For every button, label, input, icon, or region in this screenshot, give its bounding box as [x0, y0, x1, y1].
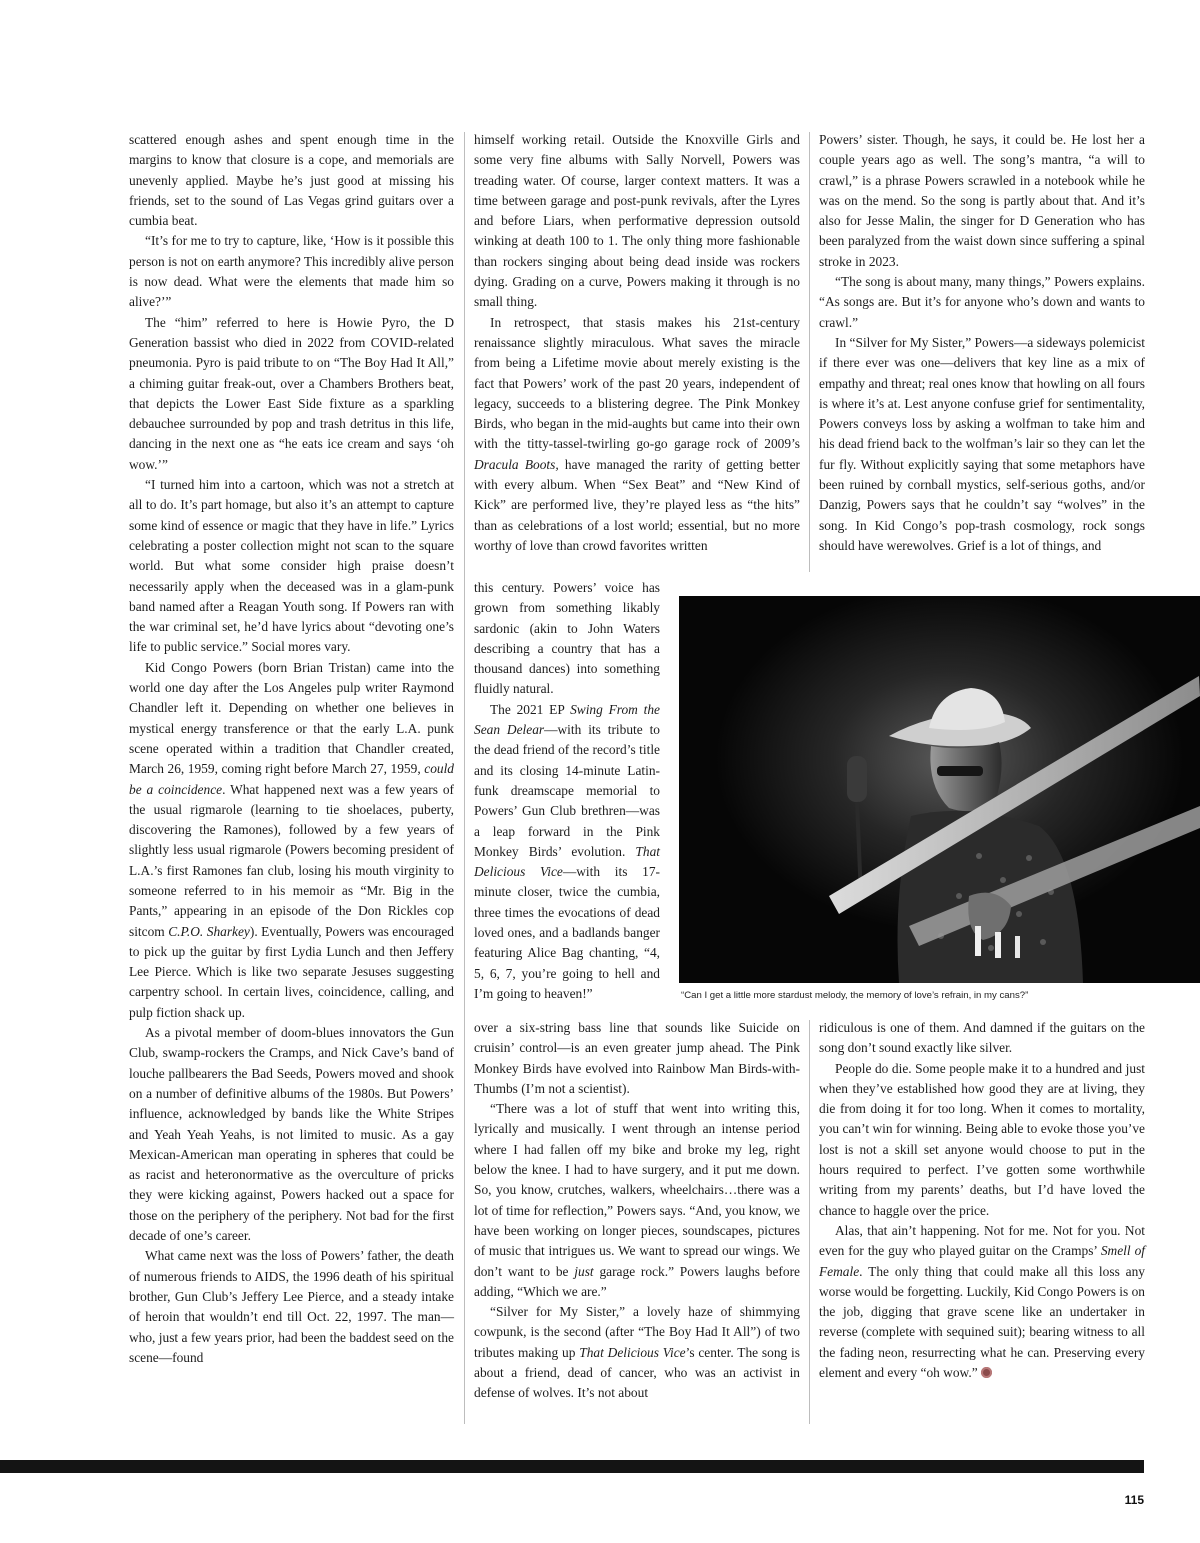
- paragraph: [474, 1302, 800, 1403]
- paragraph: “The song is about many, many things,” Powers explains. “As songs are. But it’s for anyone who’s down and wants to crawl.”: [819, 274, 1145, 330]
- photo-illustration: [679, 596, 1200, 983]
- paragraph: scattered enough ashes and spent enough time in the margins to know that closure is a cope, and memorials are unevenly applied. Maybe he’s just good at missing his friends, set to the sound of Las Vegas grind guitars over a cumbia beat.: [129, 132, 454, 229]
- microphone: [847, 756, 867, 802]
- paragraph: [474, 1099, 800, 1302]
- footer-bar: [0, 1460, 1144, 1473]
- paragraph: [129, 658, 454, 1023]
- text-run: The 2021 EP: [490, 701, 565, 717]
- paragraph: What came next was the loss of Powers’ father, the death of numerous friends to AIDS, the 1996 death of his spiritual brother, Gun Club’s Jeffery Lee Pierce, and a steady intake of heroin that wouldn’t end till Oct. 22, 1997. The man—who, just a few years prior, had been the baddest seed on the scene—found: [129, 1248, 454, 1365]
- paragraph: this century. Powers’ voice has grown from something likably sardonic (akin to John Waters describing a country that has a thousand dances) into something fluidly natural.: [474, 580, 660, 697]
- paragraph: himself working retail. Outside the Knoxville Girls and some very fine albums with Sally Norvell, Powers was treading water. Of course, larger context matters. It was a time between garage and post-punk revivals, after the Lyres and before Liars, when performative depression outsold winking at death 100 to 1. The only thing more fashionable than rockers singing about being dead inside was rockers dying. Grading on a curve, Powers making it through is no small thing.: [474, 132, 800, 310]
- article-column-1: [129, 130, 454, 1368]
- article-column-3-top: [819, 130, 1145, 556]
- end-mark-icon: [981, 1367, 992, 1378]
- article-column-3-bottom: [819, 1018, 1145, 1383]
- text-run: ’s center. The song is about a friend, dead of cancer, who was an activist in defense of wolves. It’s not about: [474, 1344, 800, 1401]
- italic-text: just: [574, 1263, 594, 1279]
- highlight: [975, 926, 981, 956]
- text-run: garage rock.” Powers laughs before adding, “Which we are.”: [474, 1263, 800, 1299]
- text-run: “Silver for My Sister,” a lovely haze of shimmying cowpunk, is the second (after “The Boy Had It All”) of two tributes making up: [474, 1304, 800, 1360]
- photo-caption: “Can I get a little more stardust melody, the memory of love’s refrain, in my cans?”: [681, 990, 1029, 1001]
- italic-title: That Delicious Vice: [474, 843, 660, 880]
- italic-title: Smell of Female: [819, 1243, 1145, 1279]
- paragraph: The “him” referred to here is Howie Pyro, the D Generation bassist who died in 2022 from COVID-related pneumonia. Pyro is paid tribute to on “The Boy Had It All,” a chiming guitar freak-out, over a Chambers Brothers beat, that depicts the Lower East Side fixture as a sparkling debauchee surrounded by pop and trash detritus in this life, dancing in the next one as “he eats ice cream and says ‘oh wow.’”: [129, 314, 454, 472]
- paragraph: ridiculous is one of them. And damned if the guitars on the song don’t sound exactly like silver.: [819, 1020, 1145, 1056]
- paragraph: In “Silver for My Sister,” Powers—a sideways polemicist if there ever was one—delivers that key line as a mix of empathy and threat; real ones know that howling on all fours is where it’s at. Lest anyone confuse grief for sentimentality, Powers conveys loss by asking a wolfman to take him and his dead friend back to the wolfman’s lair so they can let the fur fly. Without explicitly saying that some metaphors have been ruined by cornball mystics, self-serious goths, and/or Danzig, Powers says that he couldn’t say “wolves” in the song. In Kid Congo’s pop-trash cosmology, rock songs should have werewolves. Grief is a lot of things, and: [819, 334, 1145, 553]
- article-column-2-bottom: [474, 1018, 800, 1404]
- text-run: “There was a lot of stuff that went into writing this, lyrically and musically. I went through an intense period where I had fallen off my bike and broke my leg, right below the knee. I had to have surgery, and it put me down. So, you know, crutches, walkers, wheelchairs…there was a lot of time for reflection,” Powers says. “And, you know, we have been working on longer pieces, soundscapes, pictures of music that intrigues us. We want to spread our wings. We don’t want to be: [474, 1101, 800, 1279]
- paragraph: As a pivotal member of doom-blues innovators the Gun Club, swamp-rockers the Cramps, and Nick Cave’s band of louche pallbearers the Bad Seeds, Powers moved and shook on a number of definitive albums of the 1980s. But Powers’ influence, acknowledged by bands like the White Stripes and Yeah Yeah Yeahs, is not limited to music. As a gay Mexican-American man operating in spheres that could be as racist and heteronormative as the overculture of pricks they were kicking against, Powers hacked out a space for those on the periphery of the periphery. Not bad for the first decade of one’s career.: [129, 1025, 454, 1244]
- paragraph: “It’s for me to try to capture, like, ‘How is it possible this person is not on earth anymore? This incredibly alive person is now dead. What were the elements that made him so alive?’”: [129, 233, 454, 310]
- text-run: Alas, that ain’t happening. Not for me. Not for you. Not even for the guy who played guitar on the Cramps’: [819, 1222, 1145, 1259]
- italic-title: That Delicious Vice: [579, 1344, 686, 1360]
- italic-title: Dracula Boots,: [474, 456, 559, 472]
- highlight: [1015, 936, 1020, 958]
- text-run: have managed the rarity of getting better with every album. When “Sex Beat” and “New Kind of Kick” are performed live, they’re played less as “the hits” than as celebrations of a lost world; essential, but no more worthy of love than crowd favorites written: [474, 456, 800, 553]
- column-divider: [809, 1020, 810, 1424]
- text-run: . What happened next was a few years of the usual rigmarole (learning to tie shoelaces, puberty, discovering the Ramones), followed by a few years of slightly less usual rigmarole (Powers becoming president of L.A.’s first Ramones fan club, losing his mouth virginity to someone referred to in his memoir as “Mr. Big in the Pants,” appearing in an episode of the Don Rickles cop sitcom: [129, 781, 454, 939]
- glasses: [937, 766, 983, 776]
- highlight: [995, 932, 1001, 958]
- article-column-2-top: [474, 130, 800, 556]
- paragraph: Powers’ sister. Though, he says, it could be. He lost her a couple years ago as well. The song’s mantra, “a will to crawl,” is a phrase Powers scrawled in a notebook while he was on the mend. So the song is partly about that. And it’s also for Jesse Malin, the singer for D Generation who has been paralyzed from the waist down since suffering a spinal stroke in 2023.: [819, 132, 1145, 269]
- column-divider: [809, 132, 810, 572]
- column-divider: [464, 132, 465, 1424]
- text-run: In retrospect, that stasis makes his 21st-century renaissance slightly miraculous. What saves the miracle from being a Lifetime movie about merely existing is the fact that Powers’ work of the past 20 years, independent of legacy, succeeds to a blistering degree. The Pink Monkey Birds, who began in the mid-aughts but came into their own with the titty-tassel-twirling go-go garage rock of 2009’s: [474, 314, 800, 452]
- paragraph: People do die. Some people make it to a hundred and just when they’ve established how good they are at living, they die from doing it for too long. When it comes to mortality, you can’t win for winning. Being able to evoke those you’ve lost is not a skill set anyone would choose to put in the hours required to perfect. I’ve gotten some worthwhile writing from my parents’ deaths, but I’d have loved the chance to haggle over the price.: [819, 1060, 1145, 1218]
- musician-photo: [679, 596, 1200, 983]
- paragraph: [474, 313, 800, 557]
- italic-title: Swing From the Sean Delear: [474, 701, 660, 738]
- paragraph: over a six-string bass line that sounds like Suicide on cruisin’ control—is an even greater jump ahead. The Pink Monkey Birds have evolved into Rainbow Man Birds-with-Thumbs (I’m not a scientist).: [474, 1020, 800, 1096]
- article-column-2-narrow: [474, 578, 660, 1004]
- italic-title: C.P.O. Sharkey: [168, 923, 250, 939]
- italic-text: could be a coincidence: [129, 761, 454, 797]
- paragraph: [474, 700, 660, 1004]
- text-run: —with its 17-minute closer, twice the cumbia, three times the evocations of dead loved ones, and a badlands banger featuring Alice Bag chanting, “4, 5, 6, 7, you’re going to hell and I’m going to heaven!”: [474, 864, 660, 1001]
- page-number: 115: [1124, 1493, 1144, 1507]
- text-run: . The only thing that could make all this loss any worse would be forgetting. Luckily, Kid Congo Powers is on the job, digging that grave scene like an undertaker in reverse (complete with sequined suit); bearing witness to all the fading neon, resurrecting what he can. Preserving every element and every “oh wow.”: [819, 1263, 1145, 1381]
- paragraph: [819, 1221, 1145, 1383]
- text-run: Kid Congo Powers (born Brian Tristan) came into the world one day after the Los Angeles pulp writer Raymond Chandler left it. Depending on whether one believes in mystical energy transference or that the early L.A. punk scene operated within a tradition that Chandler created, March 26, 1959, coming right before March 27, 1959,: [129, 659, 454, 777]
- paragraph: “I turned him into a cartoon, which was not a stretch at all to do. It’s part homage, but also it’s an attempt to capture some kind of essence or magic that they have in life.” Lyrics celebrating a poster collection might not scan to the square world. But what some consider high praise doesn’t necessarily apply when the deceased was in a glam-punk band named after a Reagan Youth song. If Powers ran with the war criminal set, he’d have lyrics about “devoting one’s life to public service.” Social mores vary.: [129, 477, 454, 655]
- text-run: ). Eventually, Powers was encouraged to pick up the guitar by first Lydia Lunch and then Jeffery Lee Pierce. Which is like two separate Jesuses suggesting carpentry school. In certain lives, coincidence, calling, and pulp fiction shack up.: [129, 923, 454, 1020]
- text-run: —with its tribute to the dead friend of the record’s title and its closing 14-minute Latin-funk dreamscape memorial to Powers’ Gun Club brethren—was a leap forward in the Pink Monkey Birds’ evolution.: [474, 722, 660, 859]
